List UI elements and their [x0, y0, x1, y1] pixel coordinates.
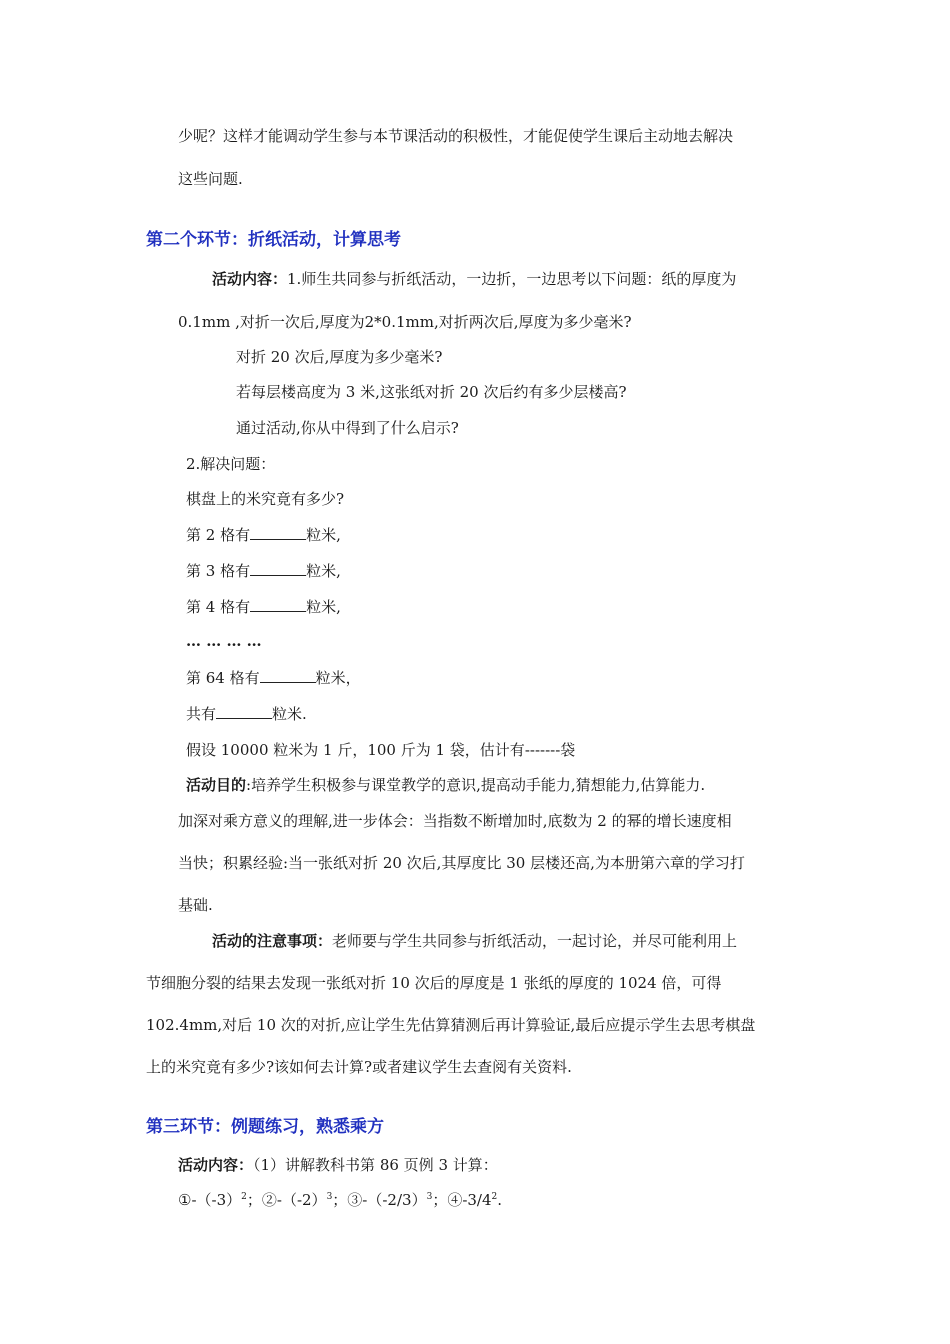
notes-text: 老师要与学生共同参与折纸活动，一起讨论，并尽可能利用上	[332, 932, 738, 950]
row-unit: 粒米,	[306, 598, 341, 616]
chess-question: 棋盘上的米究竟有多少?	[186, 490, 345, 508]
question-1: 对折 20 次后,厚度为多少毫米?	[236, 348, 443, 366]
question-2: 若每层楼高度为 3 米,这张纸对折 20 次后约有多少层楼高?	[236, 383, 627, 401]
section2-heading: 第二个环节：折纸活动，计算思考	[146, 230, 401, 250]
notes-line-4: 上的米究竟有多少?该如何去计算?或者建议学生去查阅有关资料.	[146, 1058, 572, 1076]
notes-label: 活动的注意事项：	[212, 932, 333, 950]
purpose-line	[186, 775, 705, 795]
deepen-line-3: 基础.	[178, 896, 213, 914]
section2-content-line-1	[212, 269, 736, 289]
answer-blank	[260, 668, 316, 683]
expr-4: ；④-3/4	[432, 1191, 492, 1209]
deepen-line-1: 加深对乘方意义的理解,进一步体会：当指数不断增加时,底数为 2 的幂的增长速度相	[178, 812, 732, 830]
purpose-text: :培养学生积极参与课堂教学的意识,提高动手能力,猜想能力,估算能力.	[246, 776, 706, 794]
grid-row-64	[186, 668, 361, 688]
row-unit: 粒米.	[272, 705, 307, 723]
notes-line-3: 102.4mm,对后 10 次的对折,应让学生先估算猜测后再计算验证,最后应提示学生去思考棋盘	[146, 1016, 756, 1034]
notes-line-1	[212, 931, 737, 951]
example-expressions	[178, 1190, 502, 1210]
ellipsis: … … … …	[186, 632, 262, 650]
solve-heading: 2.解决问题：	[186, 455, 276, 473]
expr-3-exponent: 3	[426, 1192, 433, 1202]
row-label: 第 3 格有	[186, 562, 251, 580]
intro-line-1: 少呢？这样才能调动学生参与本节课活动的积极性，才能促使学生课后主动地去解决	[178, 127, 734, 145]
notes-line-2: 节细胞分裂的结果去发现一张纸对折 10 次后的厚度是 1 张纸的厚度的 1024 倍，可得	[146, 974, 722, 992]
deepen-line-2: 当快；积累经验:当一张纸对折 20 次后,其厚度比 30 层楼还高,为本册第六章的学习打	[178, 854, 745, 872]
expr-2-exponent: 3	[326, 1192, 333, 1202]
expr-4-exponent: 2	[491, 1192, 498, 1202]
expr-1: ①-（-3）	[178, 1191, 242, 1209]
grid-row-4	[186, 597, 341, 617]
expr-end: .	[497, 1191, 503, 1209]
answer-blank	[216, 704, 272, 719]
total-row	[186, 704, 307, 724]
assumption: 假设 10000 粒米为 1 斤，100 斤为 1 袋，估计有-------袋	[186, 741, 576, 759]
section3-content-line	[178, 1155, 498, 1175]
content-text: （1）讲解教科书第 86 页例 3 计算：	[253, 1156, 498, 1174]
answer-blank	[250, 525, 306, 540]
section2-content-line-2: 0.1mm ,对折一次后,厚度为2*0.1mm,对折两次后,厚度为多少毫米?	[178, 313, 632, 331]
expr-2: ；②-（-2）	[246, 1191, 327, 1209]
row-unit: 粒米,	[306, 526, 341, 544]
row-unit: 粒米,	[306, 562, 341, 580]
expr-3: ；③-（-2/3）	[332, 1191, 427, 1209]
grid-row-2	[186, 525, 341, 545]
content-label: 活动内容：	[212, 270, 288, 288]
grid-row-3	[186, 561, 341, 581]
purpose-label: 活动目的	[186, 776, 247, 794]
row-label: 第 4 格有	[186, 598, 251, 616]
expr-1-exponent: 2	[241, 1192, 247, 1202]
answer-blank	[250, 597, 306, 612]
content-label: 活动内容：	[178, 1156, 254, 1174]
row-unit: 粒米，	[315, 669, 361, 687]
question-3: 通过活动,你从中得到了什么启示?	[236, 419, 459, 437]
section3-heading: 第三环节：例题练习，熟悉乘方	[146, 1117, 384, 1137]
row-label: 第 2 格有	[186, 526, 251, 544]
answer-blank	[250, 561, 306, 576]
row-label: 共有	[186, 705, 217, 723]
row-label: 第 64 格有	[186, 669, 260, 687]
intro-line-2: 这些问题.	[178, 170, 243, 188]
content-text: 1.师生共同参与折纸活动，一边折，一边思考以下问题：纸的厚度为	[287, 270, 737, 288]
